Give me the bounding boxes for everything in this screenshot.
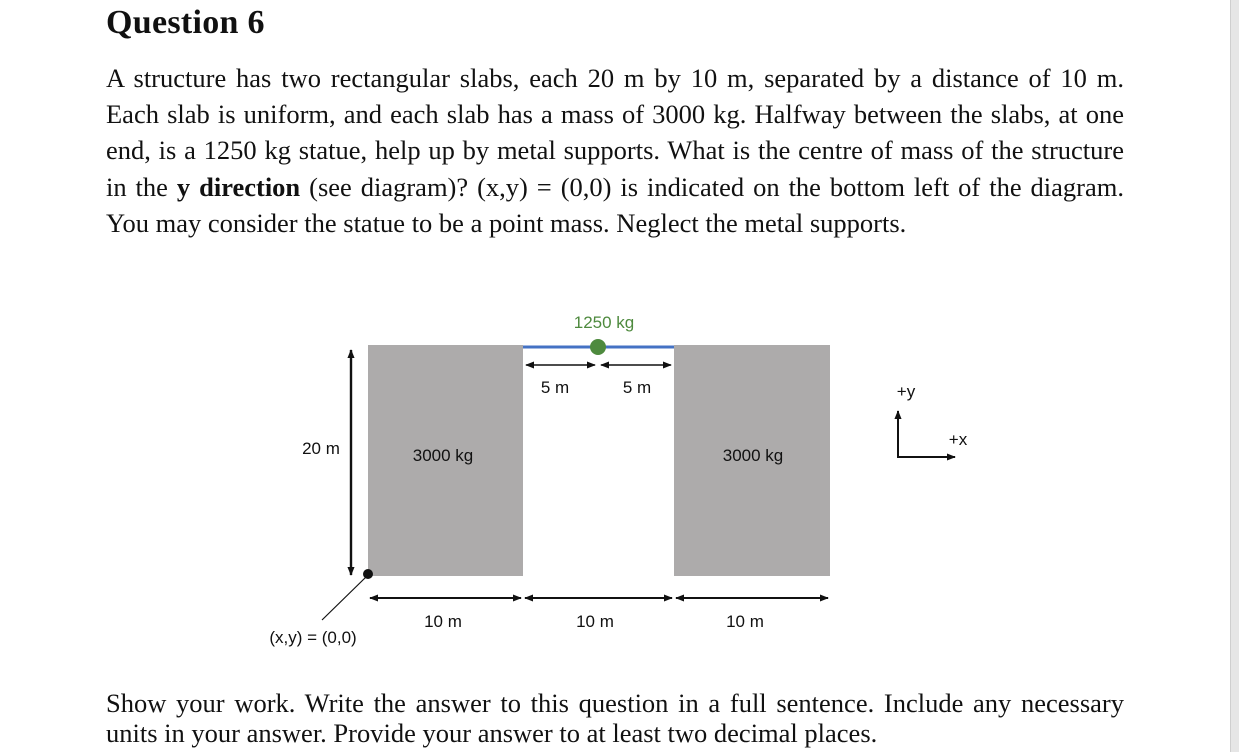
origin-label: (x,y) = (0,0) [269, 628, 357, 647]
question-title: Question 6 [106, 4, 265, 41]
question-body-part1: A structure has two rectangular slabs, each 20 m by 10 m, separated by a distance of 10 m. Each slab is uniform, and each slab has a mass of 3000 kg. Halfway between the slabs, at one end, is a 1250 kg statue, help up by metal supports. What is the centre of mass of the structure in the [106, 63, 1124, 202]
gap-width-label: 10 m [576, 612, 614, 631]
height-label: 20 m [302, 439, 340, 458]
question-body-part2: (see diagram)? (x,y) = (0,0) is indicated on the bottom left of the diagram. You may consider the statue to be a point mass. Neglect the metal supports. [106, 171, 1124, 238]
half-gap-left-label: 5 m [540, 378, 570, 397]
left-slab-mass-label: 3000 kg [412, 446, 474, 465]
left-width-label: 10 m [424, 612, 462, 631]
statue-point-mass [590, 339, 606, 355]
half-gap-right-label: 5 m [622, 378, 652, 397]
axis-y-label: +y [896, 382, 916, 401]
question-instructions: Show your work. Write the answer to this question in a full sentence. Include any necessary units in your answer. Provide your answer to at least two decimal places. [106, 688, 1124, 748]
origin-leader-line [322, 577, 366, 620]
right-width-label: 10 m [726, 612, 764, 631]
statue-mass-label: 1250 kg [573, 313, 635, 332]
right-slab-mass-label: 3000 kg [722, 446, 784, 465]
origin-dot [363, 569, 373, 579]
question-body-emphasis: y direction [176, 171, 301, 202]
axis-x-label: +x [948, 430, 968, 449]
